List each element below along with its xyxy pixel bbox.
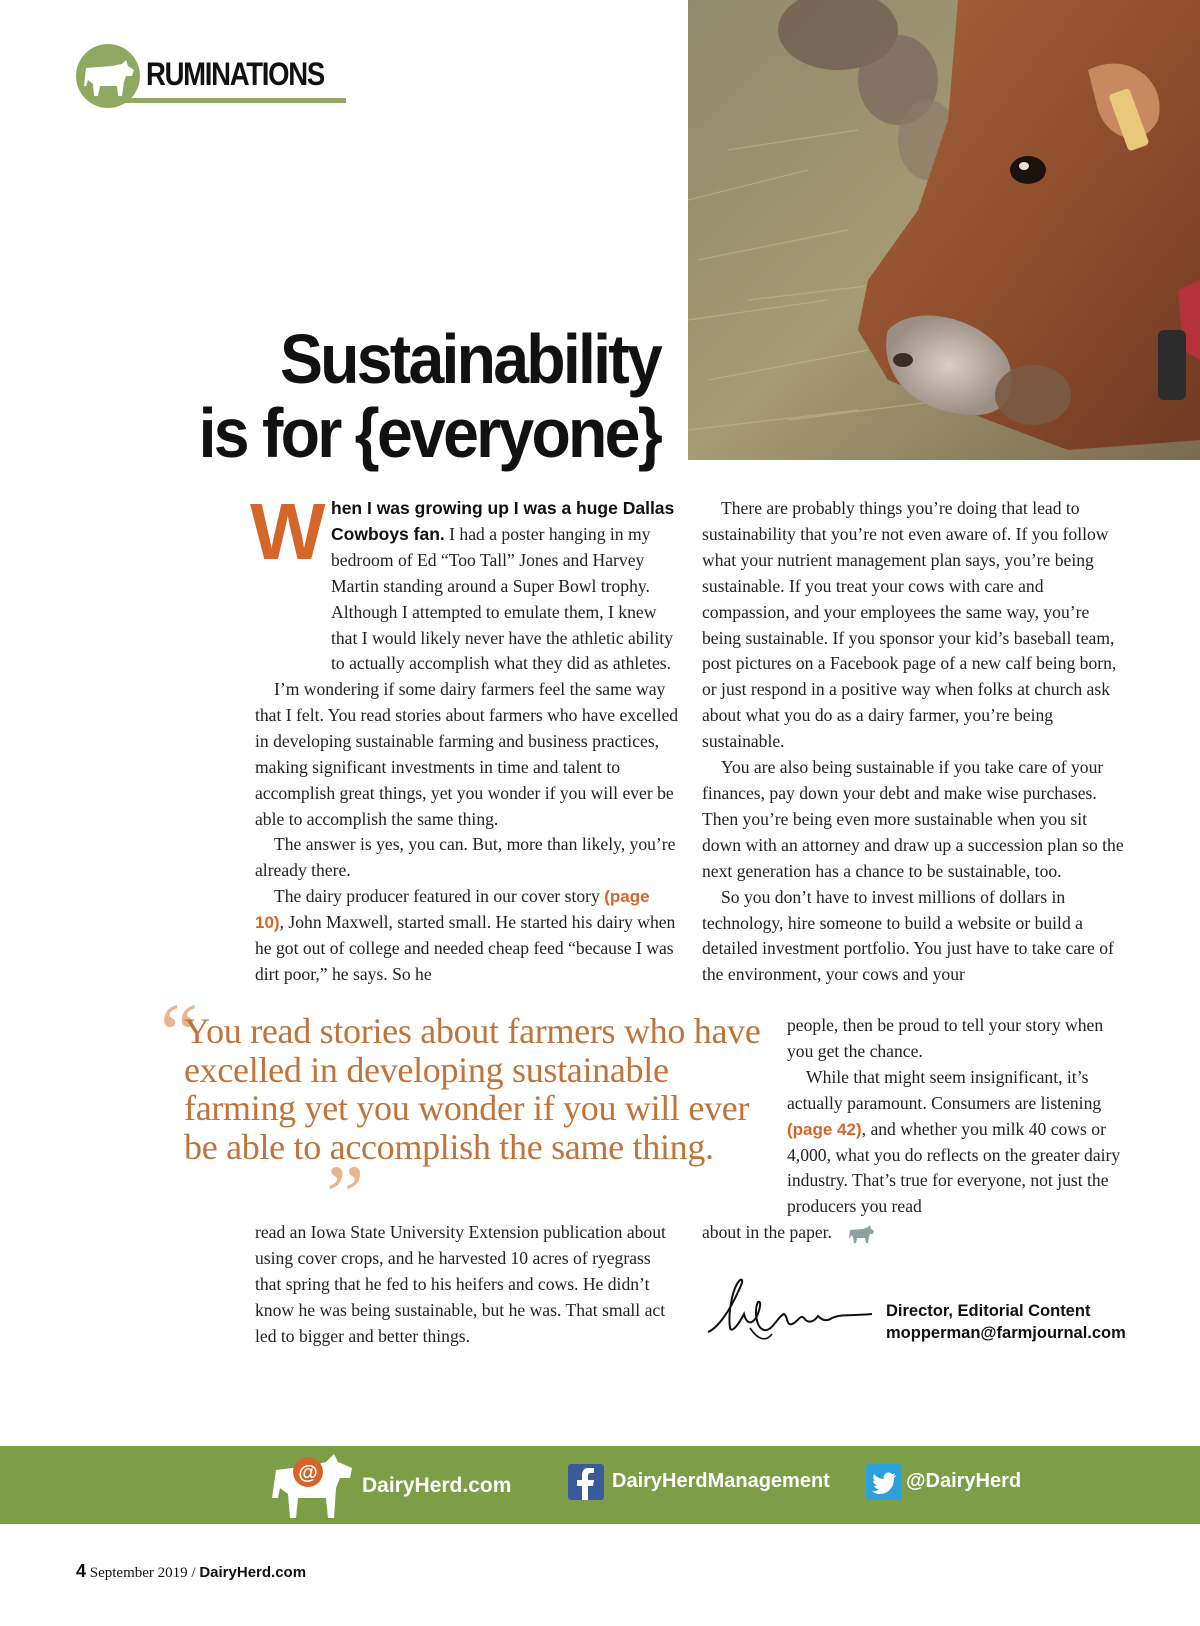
cow-at-icon [268,1448,358,1522]
folio-separator: / [187,1565,200,1581]
pull-quote: You read stories about farmers who have excelled in developing sustainable farming yet you wonder if you will ever be able to accomplish the same thing. [184,1011,761,1167]
paragraph-8-start: While that might seem insignificant, it’s actually paramount. Consumers are listening [787,1066,1102,1113]
facebook-icon[interactable] [568,1464,604,1500]
paragraph-4-end: read an Iowa State University Extension publication about using cover crops, and he harvested 10 acres of ryegrass that spring that he fed to his heifers and cows. He didn’t know he was being sustainable, but he was. That small act led to bigger and better things. [255,1222,666,1346]
column-left-body [255,677,679,988]
paragraph-6: You are also being sustainable if you take care of your finances, pay down your debt and make wise purchases. Then you’re being even more sustainable when you sit down with an attorney and draw up a succession plan so the next generation has a chance to be sustainable, too. [702,757,1124,881]
quote-open-mark: “ [160,985,199,1081]
footer-twitter[interactable]: @DairyHerd [906,1470,1022,1492]
paragraph-8-end-text: about in the paper. [702,1222,832,1242]
paragraph-8-end [702,1220,902,1246]
issue-date: September 2019 [89,1565,188,1581]
column-left-bottom [255,1220,679,1350]
headline-line1: Sustainability [279,320,660,398]
folio-site: DairyHerd.com [199,1564,307,1581]
at-sign-icon: @ [298,1462,318,1484]
end-cow-icon [848,1224,874,1244]
column-right-end [702,1220,902,1246]
paragraph-5: There are probably things you’re doing that lead to sustainability that you’re not even aware of. If you follow what your nutrient management plan says, you’re being sustainable. If you treat your cows with care and compassion, and your employees the same way, you’re being sustainable. If you sponsor your kid’s baseball team, post pictures on a Facebook page of a new calf being born, or just respond in a positive way when folks at church ask about what you do as a dairy farmer, you’re being sustainable. [702,498,1117,752]
footer-website[interactable]: DairyHerd.com [362,1474,512,1497]
quote-close-mark: ” [326,1147,365,1243]
section-rule [100,98,346,103]
paragraph-7: So you don’t have to invest millions of dollars in technology, hire someone to build a website or build a detailed investment portfolio. You just have to take care of the environment, your cows and your [702,886,1114,985]
column-left-top [255,496,679,677]
signature [700,1270,876,1348]
byline [886,1300,1126,1344]
paragraph-2: I’m wondering if some dairy farmers feel the same way that I felt. You read stories about farmers who have excelled in developing sustainable farming and business practices, making significant investments in time and talent to accomplish great things, yet you wonder if you will ever be able to accomplish the same thing. [255,679,679,829]
section-title: RUMINATIONS [146,56,324,92]
paragraph-4-start: The dairy producer featured in our cover story [274,886,605,907]
cow-photo [688,0,1200,460]
byline-email[interactable]: mopperman@farmjournal.com [886,1324,1126,1342]
twitter-icon[interactable] [866,1464,902,1500]
paragraph-7-cont: people, then be proud to tell your story when you get the chance. [787,1015,1104,1061]
footer-facebook[interactable]: DairyHerdManagement [612,1470,830,1492]
headline-line2: is for {everyone} [198,394,660,472]
page-ref-10[interactable]: (page 10) [255,887,650,933]
page-ref-42[interactable]: (page 42) [787,1119,862,1139]
page-number: 4 [76,1561,87,1581]
paragraph-3: The answer is yes, you can. But, more than likely, you’re already there. [255,834,676,881]
headline [191,322,660,470]
paragraph-4 [255,884,679,988]
paragraph-8-mid: , and whether you milk 40 cows or 4,000, what you do reflects on the greater dairy industry. That’s true for everyone, not just the producers you read [787,1118,1121,1217]
column-right [702,496,1126,988]
cow-icon [82,56,136,100]
paragraph-1 [255,496,679,677]
byline-title: Director, Editorial Content [886,1302,1091,1320]
paragraph-4-mid: , John Maxwell, started small. He started his dairy when he got out of college and needed cheap feed “because I was dirt poor,” he says. So he [255,912,676,984]
folio [76,1561,306,1582]
paragraph-8 [787,1065,1127,1220]
lead-in: hen I was growing up I was a huge Dallas Cowboys fan. [331,498,675,544]
paragraph-1-text: I had a poster hanging in my bedroom of Ed “Too Tall” Jones and Harvey Martin standing around a Super Bowl trophy. Although I attempted to emulate them, I knew that I would likely never have the athletic ability to actually accomplish what they did as athletes. [331,523,673,674]
drop-cap: W [250,487,326,576]
column-right-indented [787,1013,1127,1220]
